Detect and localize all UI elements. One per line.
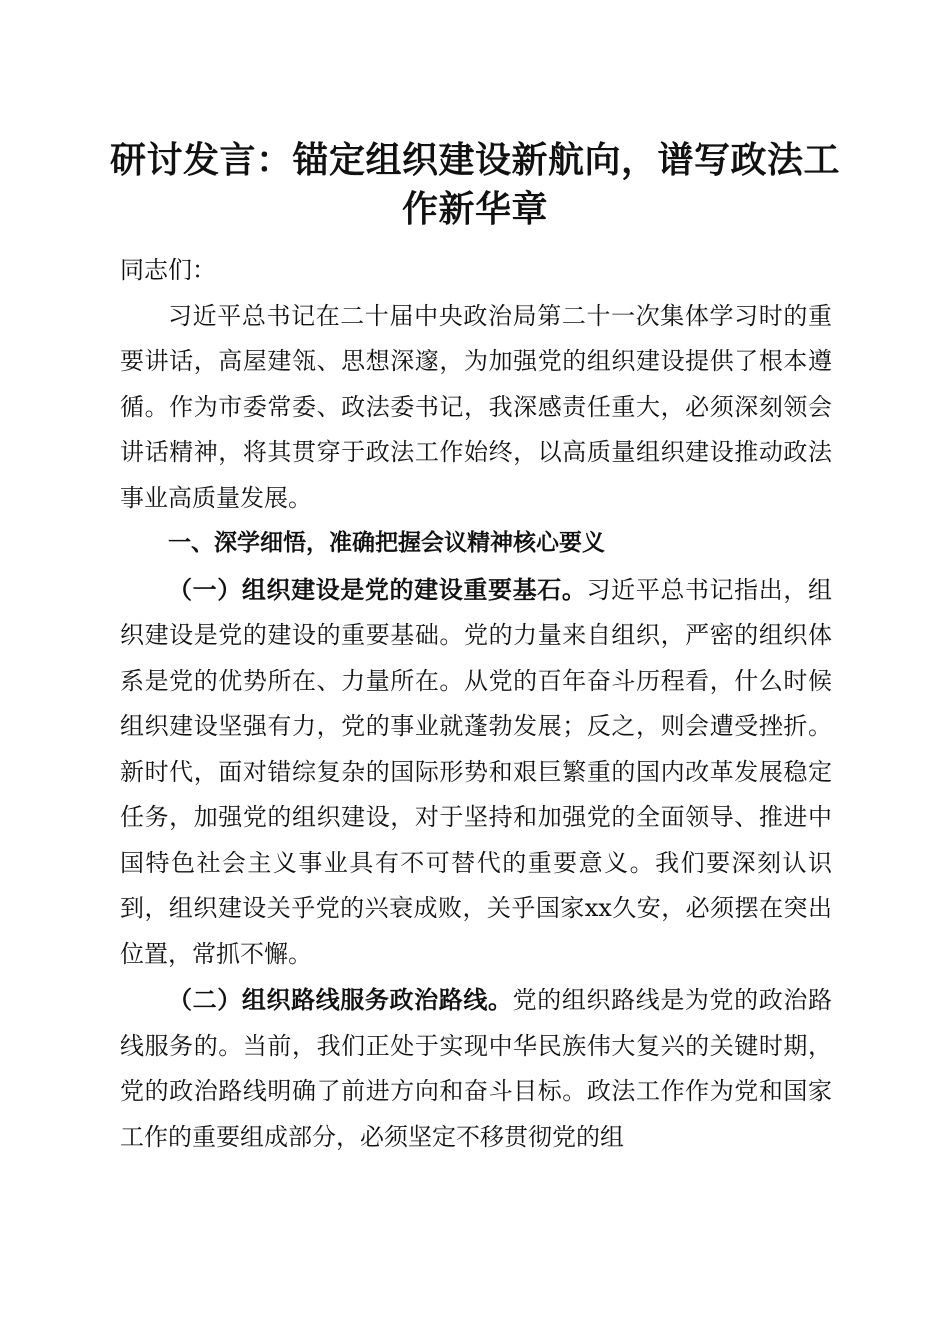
paragraph-2: [120, 977, 832, 1160]
intro-paragraph: 习近平总书记在二十届中央政治局第二十一次集体学习时的重要讲话，高屋建瓴、思想深邃，为加强党的组织建设提供了根本遵循。作为市委常委、政法委书记，我深感责任重大，必须深刻领会讲话精神，将其贯穿于政法工作始终，以高质量组织建设推动政法事业高质量发展。: [120, 301, 832, 512]
salutation: 同志们：: [120, 256, 216, 284]
document-title: 研讨发言：锚定组织建设新航向，谱写政法工作新华章: [109, 140, 840, 230]
document-body: [120, 248, 832, 1160]
paragraph-1: [120, 567, 832, 978]
paragraph-2-text: 党的组织路线是为党的政治路线服务的。当前，我们正处于实现中华民族伟大复兴的关键时期，党的政治路线明确了前进方向和奋斗目标。政法工作作为党和国家工作的重要组成部分，必须坚定不移贯彻党的组: [120, 986, 833, 1151]
section-heading: 一、深学细悟，准确把握会议精神核心要义: [168, 530, 605, 556]
paragraph-1-text: 习近平总书记指出，组织建设是党的建设的重要基础。党的力量来自组织，严密的组织体系是党的优势所在、力量所在。从党的百年奋斗历程看，什么时候组织建设坚强有力，党的事业就蓬勃发展；反之，则会遭受挫折。新时代，面对错综复杂的国际形势和艰巨繁重的国内改革发展稳定任务，加强党的组织建设，对于坚持和加强党的全面领导、推进中国特色社会主义事业具有不可替代的重要意义。我们要深刻认识到，组织建设关乎党的兴衰成败，关乎国家xx久安，必须摆在突出位置，常抓不懈。: [120, 575, 833, 968]
paragraph-2-lead: （二）组织路线服务政治路线。: [168, 985, 513, 1014]
paragraph-1-lead: （一）组织建设是党的建设重要基石。: [168, 574, 587, 604]
